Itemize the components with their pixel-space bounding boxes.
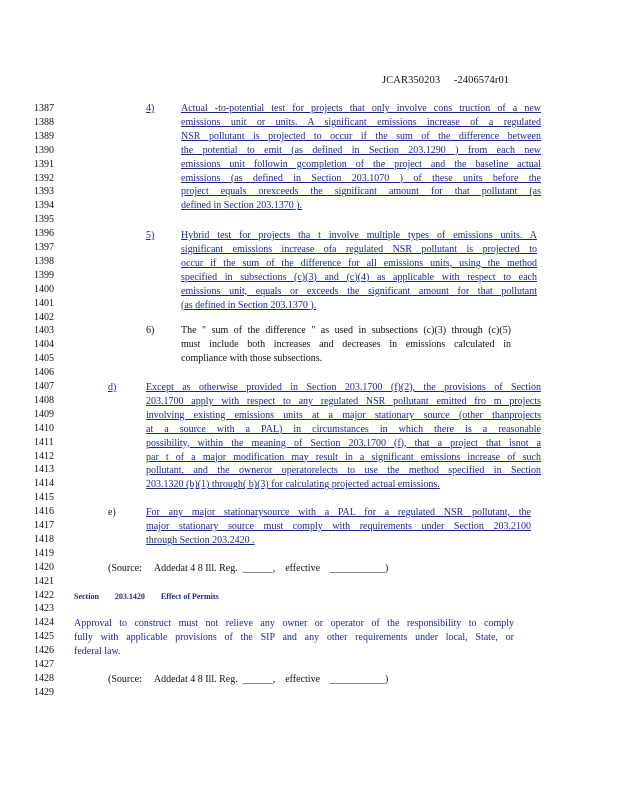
line-number: 1424: [34, 617, 54, 629]
section-title: Effect of Permits: [160, 592, 219, 601]
text-line: defined in Section 203.1370 ).: [181, 200, 303, 212]
text-line: Except as otherwise provided in Section 203.1700 (f)(2), the provisions of Section: [146, 382, 541, 393]
text-line: (as defined in Section 203.1370 ).: [181, 299, 317, 311]
text-line: NSR pollutant is projected to occur if the sum of the difference between: [181, 130, 541, 142]
line-number: 1425: [34, 631, 54, 643]
line-number: 1410: [34, 422, 54, 434]
source-effective: effective: [285, 563, 321, 574]
text-line: emissions (as defined in Section 203.1070 ) of these units before the: [181, 172, 541, 184]
source-label: (Source:: [108, 674, 142, 685]
line-number: 1388: [34, 116, 54, 128]
text-line: major stationary source must comply with requirements under Section 203.2100: [146, 520, 531, 532]
text-line: federal law.: [74, 645, 121, 657]
text-line: Approval to construct must not relieve any owner or operator of the responsibility to comply: [74, 618, 514, 629]
text-line: For any major stationarysource with a PAL for a regulated NSR pollutant, the: [146, 507, 531, 518]
item-d-marker: d): [108, 382, 117, 393]
item-5-marker: 5): [146, 230, 155, 241]
line-number: 1394: [34, 200, 54, 212]
line-number: 1399: [34, 269, 54, 281]
source-text: Addedat 4 8 Ill. Reg.: [153, 563, 238, 574]
line-number: 1427: [34, 659, 54, 670]
source-label: (Source:: [108, 563, 142, 574]
text-line: 203.1320 (b)(1) through( b)(3) for calculating projected actual emissions.: [146, 479, 440, 491]
line-number: 1422: [34, 589, 54, 601]
section-number: 203.1420: [114, 592, 145, 601]
text-line: occur if the sum of the difference for all emissions units, using the method: [181, 257, 537, 269]
line-number: 1421: [34, 575, 54, 587]
source-note-1: [108, 562, 388, 575]
line-number: 1409: [34, 408, 54, 420]
line-number: 1403: [34, 325, 54, 337]
text-line: significant emissions increase ofa regulated NSR pollutant is projected to: [181, 243, 537, 255]
text-line: possibility, within the meaning of Section 203.1700 (f), that a project that isnot a: [146, 437, 541, 449]
line-number: 1396: [34, 228, 54, 240]
section-label: Section: [74, 592, 99, 601]
source-note-2: [108, 673, 388, 686]
text-line: par t of a major modification may result in a significant emissions increase of such: [146, 451, 541, 463]
text-line: specified in subsections (c)(3) and (c)(4) as applicable with respect to each: [181, 271, 537, 283]
line-number: 1395: [34, 214, 54, 226]
line-number: 1393: [34, 186, 54, 198]
document-header: [382, 75, 509, 86]
text-line: project equals orexceeds the significant amount for that pollutant (as: [181, 186, 541, 198]
source-blank-1: ______,: [242, 674, 276, 685]
line-number: 1414: [34, 478, 54, 490]
line-number: 1392: [34, 172, 54, 184]
line-number: 1429: [34, 686, 54, 698]
section-heading: [74, 590, 219, 603]
line-number: 1426: [34, 645, 54, 657]
line-number: 1401: [34, 297, 54, 309]
line-number: 1407: [34, 381, 54, 392]
text-line: through Section 203.2420 .: [146, 534, 255, 546]
line-number: 1390: [34, 144, 54, 156]
text-line: The " sum of the difference " as used in subsections (c)(3) through (c)(5): [181, 325, 511, 336]
line-number: 1408: [34, 394, 54, 406]
text-line: compliance with those subsections.: [181, 352, 323, 364]
item-6-marker: 6): [146, 325, 155, 336]
text-line: emissions unit, equals or exceeds the significant amount for that pollutant: [181, 285, 537, 297]
text-line: Hybrid test for projects tha t involve multiple types of emissions units. A: [181, 230, 537, 241]
source-blank-2: ___________): [330, 674, 389, 685]
source-blank-1: ______,: [242, 563, 276, 574]
text-line: pollutant, and the owneror operatorelects to use the method specified in Section: [146, 465, 541, 477]
line-number: 1416: [34, 506, 54, 518]
line-number: 1412: [34, 450, 54, 462]
line-number: 1423: [34, 603, 54, 615]
line-number: 1404: [34, 339, 54, 351]
text-line: 203.1700 apply with respect to any regulated NSR pollutant emitted fro m projects: [146, 395, 541, 407]
line-number: 1406: [34, 367, 54, 379]
text-line: at a source with a PAL) in circumstances in which there is a reasonable: [146, 423, 541, 435]
text-line: the potential to emit (as defined in Section 203.1290 ) from each new: [181, 144, 541, 156]
line-number: 1398: [34, 255, 54, 267]
text-line: Actual -to-potential test for projects that only involve cons truction of a new: [181, 103, 541, 114]
line-number: 1415: [34, 492, 54, 504]
line-number: 1387: [34, 103, 54, 114]
line-number: 1391: [34, 158, 54, 170]
item-e-marker: e): [108, 507, 116, 518]
text-line: involving existing emissions units at a major stationary source (other thanprojects: [146, 409, 541, 421]
source-blank-2: ___________): [330, 563, 389, 574]
line-number: 1400: [34, 283, 54, 295]
text-line: emissions unit or units. A significant emissions increase of a regulated: [181, 116, 541, 128]
line-number: 1402: [34, 311, 54, 323]
line-number: 1411: [34, 436, 54, 448]
line-number: 1405: [34, 353, 54, 365]
doc-id: JCAR350203: [382, 75, 441, 86]
source-effective: effective: [285, 674, 321, 685]
line-number: 1419: [34, 547, 54, 559]
line-number: 1397: [34, 242, 54, 253]
line-number: 1413: [34, 464, 54, 476]
line-number: 1428: [34, 672, 54, 684]
line-number: 1418: [34, 533, 54, 545]
line-number: 1420: [34, 561, 54, 573]
doc-revision: -2406574r01: [453, 75, 510, 86]
line-number: 1417: [34, 520, 54, 531]
text-line: emissions unit followin gcompletion of the project and the baseline actual: [181, 158, 541, 170]
source-text: Addedat 4 8 Ill. Reg.: [153, 674, 238, 685]
text-line: must include both increases and decreases in emissions calculated in: [181, 338, 511, 350]
line-number: 1389: [34, 130, 54, 142]
text-line: fully with applicable provisions of the SIP and any other requirements under local, State, or: [74, 631, 514, 643]
item-4-marker: 4): [146, 103, 155, 114]
